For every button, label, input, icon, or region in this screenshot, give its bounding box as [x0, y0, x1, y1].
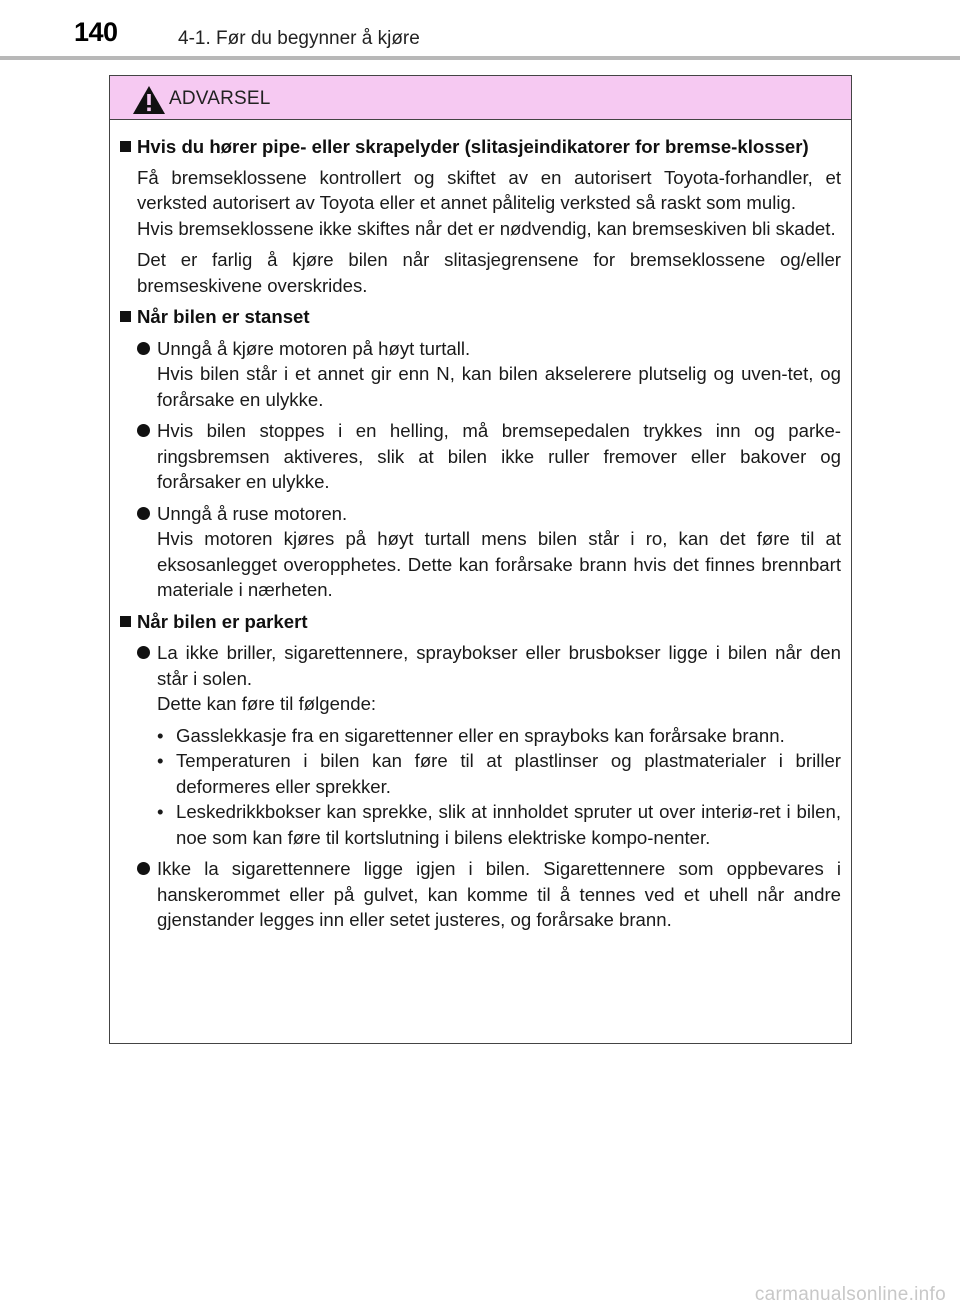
warning-body [110, 120, 851, 933]
sub-item-text: Temperaturen i bilen kan føre til at plastlinser og plastmaterialer i briller deformeres eller sprekker. [176, 750, 841, 797]
circle-bullet-icon [137, 862, 150, 875]
circle-bullet-icon [137, 424, 150, 437]
bullet-text: Ikke la sigarettennere ligge igjen i bilen. Sigarettennere som oppbevares i hanskerommet eller på gulvet, kan komme til å tennes ved et uhell når andre gjenstander legges inn eller setet justeres, og forårsake brann. [157, 858, 841, 930]
section-heading [118, 304, 841, 330]
bullet-text: La ikke briller, sigarettennere, spraybokser eller brusbokser ligge i bilen når den står i solen. [157, 642, 841, 689]
bullet-detail: Hvis motoren kjøres på høyt turtall mens bilen står i ro, kan det føre til at eksosanlegget overopphetes. Dette kan forårsake brann hvis det finnes brennbart materiale i nærheten. [157, 528, 841, 600]
circle-bullet-icon [137, 342, 150, 355]
page-number: 140 [74, 17, 118, 47]
bullet-item [137, 501, 841, 603]
warning-header [110, 76, 851, 120]
paragraph-text: Få bremseklossene kontrollert og skiftet av en autorisert Toyota-forhandler, et verksted autorisert av Toyota eller et annet pålitelig verksted så raskt som mulig. [137, 166, 841, 213]
chapter-title: 4-1. Før du begynner å kjøre [178, 28, 420, 49]
sub-list-item [157, 799, 841, 850]
bullet-text: Unngå å kjøre motoren på høyt turtall. [157, 337, 471, 359]
dot-marker: • [157, 750, 164, 771]
bullet-item [137, 336, 841, 413]
sub-list-item [157, 723, 841, 749]
square-bullet-icon [120, 141, 131, 152]
bullet-item [137, 856, 841, 933]
section-title: Når bilen er parkert [137, 610, 308, 632]
square-bullet-icon [120, 616, 131, 627]
warning-box [109, 75, 852, 1044]
bullet-detail: Dette kan føre til følgende: [157, 693, 377, 714]
dot-marker: • [157, 724, 164, 746]
watermark[interactable]: carmanualsonline.info [754, 1284, 946, 1305]
bullet-item [137, 418, 841, 495]
sub-list-item [157, 748, 841, 799]
bullet-text: Unngå å ruse motoren. [157, 502, 348, 524]
header-divider [0, 56, 960, 60]
section-heading [118, 609, 841, 635]
warning-triangle-icon [132, 85, 166, 115]
circle-bullet-icon [137, 646, 150, 659]
sub-list [157, 723, 841, 851]
sub-item-text: Gasslekkasje fra en sigarettenner eller en sprayboks kan forårsake brann. [176, 724, 785, 746]
sub-item-text: Leskedrikkbokser kan sprekke, slik at innholdet spruter ut over interiø-ret i bilen, noe som kan føre til kortslutning i bilens elektriske kompo-nenter. [176, 801, 841, 848]
circle-bullet-icon [137, 507, 150, 520]
section-heading [118, 134, 841, 160]
paragraph [137, 165, 841, 242]
paragraph: Det er farlig å kjøre bilen når slitasjegrensene for bremseklossene og/eller bremseskivene overskrides. [137, 249, 841, 296]
bullet-detail: Hvis bilen står i et annet gir enn N, kan bilen akselerere plutselig og uven-tet, og forårsake en ulykke. [157, 363, 841, 410]
page-header [0, 0, 960, 62]
warning-label: ADVARSEL [169, 88, 271, 109]
section-title: Hvis du hører pipe- eller skrapelyder (slitasjeindikatorer for bremse-klosser) [137, 136, 809, 157]
square-bullet-icon [120, 311, 131, 322]
section-title: Når bilen er stanset [137, 306, 310, 327]
paragraph-text: Hvis bremseklossene ikke skiftes når det er nødvendig, kan bremseskiven bli skadet. [137, 217, 836, 239]
dot-marker: • [157, 801, 164, 822]
bullet-text: Hvis bilen stoppes i en helling, må bremsepedalen trykkes inn og parke-ringsbremsen aktiveres, slik at bilen ikke ruller fremover eller bakover og forårsaker en ulykke. [157, 420, 841, 492]
bullet-item [137, 640, 841, 850]
